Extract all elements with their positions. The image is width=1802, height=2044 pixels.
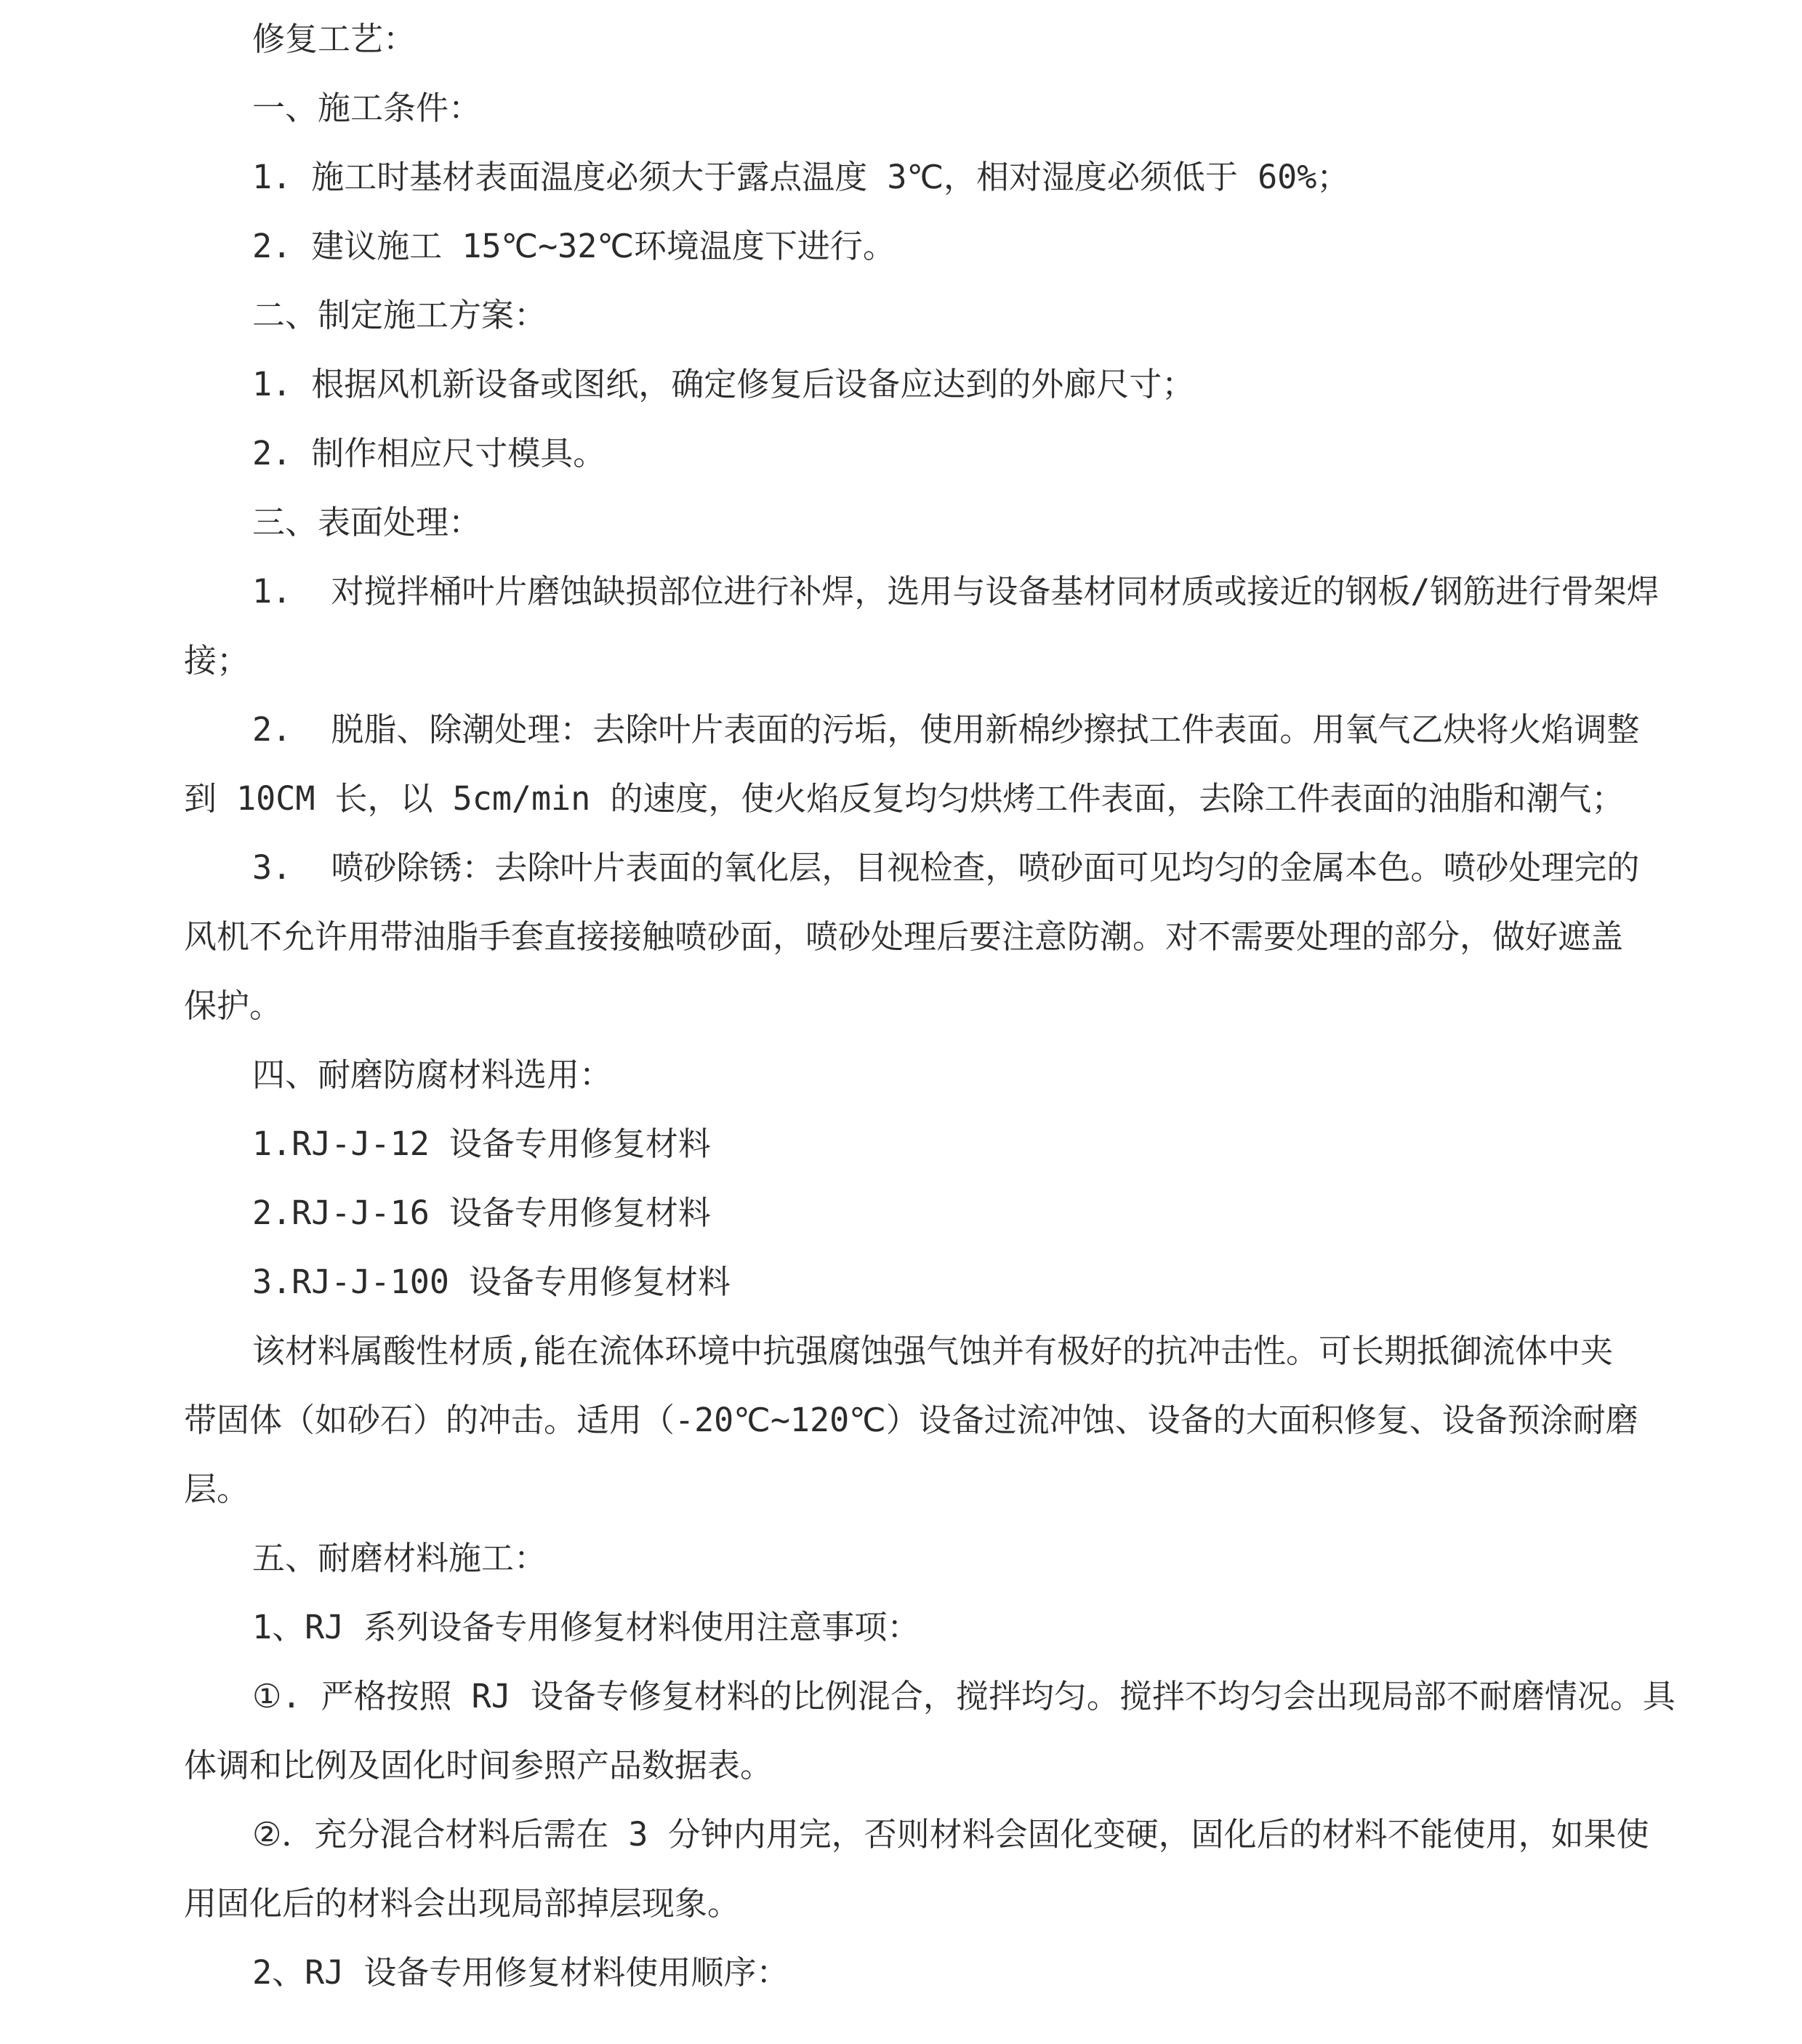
text-line: 2. 建议施工 15℃~32℃环境温度下进行。 [252, 227, 896, 265]
text-line: 1. 根据风机新设备或图纸，确定修复后设备应达到的外廊尺寸； [252, 365, 1195, 403]
text-line: 四、耐磨防腐材料选用： [252, 1055, 613, 1094]
text-line: 2. 脱脂、除潮处理：去除叶片表面的污垢，使用新棉纱擦拭工件表面。用氧气乙炔将火焰调整 [252, 710, 1640, 749]
text-line: 层。 [184, 1470, 250, 1508]
text-line: 一、施工条件： [252, 89, 482, 127]
text-line: ②．充分混合材料后需在 3 分钟内用完，否则材料会固化变硬，固化后的材料不能使用，如果使 [252, 1815, 1649, 1854]
text-line: 用固化后的材料会出现局部掉层现象。 [184, 1884, 741, 1923]
text-line: 2. 制作相应尺寸模具。 [252, 434, 606, 472]
text-line: 3.RJ-J-100 设备专用修复材料 [252, 1263, 731, 1301]
text-line: 2、RJ 设备专用修复材料使用顺序： [252, 1953, 789, 1992]
text-line: 风机不允许用带油脂手套直接接触喷砂面，喷砂处理后要注意防潮。对不需要处理的部分，做好遮盖 [184, 917, 1624, 956]
text-line: 五、耐磨材料施工： [252, 1539, 547, 1577]
text-line: 到 10CM 长，以 5cm/min 的速度，使火焰反复均匀烘烤工件表面，去除工件表面的油脂和潮气； [184, 779, 1625, 818]
text-line: 二、制定施工方案： [252, 296, 547, 334]
text-line: 三、表面处理： [252, 503, 482, 542]
text-line: 3. 喷砂除锈：去除叶片表面的氧化层，目视检查，喷砂面可见均匀的金属本色。喷砂处理完的 [252, 848, 1640, 887]
text-line: 接； [184, 641, 250, 680]
text-line: 1. 施工时基材表面温度必须大于露点温度 3℃，相对湿度必须低于 60%； [252, 158, 1350, 196]
text-line: 带固体（如砂石）的冲击。适用（-20℃~120℃）设备过流冲蚀、设备的大面积修复、设备预涂耐磨 [184, 1401, 1638, 1439]
text-line: 1.RJ-J-12 设备专用修复材料 [252, 1124, 711, 1163]
text-line: 体调和比例及固化时间参照产品数据表。 [184, 1746, 773, 1785]
document-body [184, 4, 1676, 2007]
text-line: 1. 对搅拌桶叶片磨蚀缺损部位进行补焊，选用与设备基材同材质或接近的钢板/钢筋进行骨架焊 [252, 572, 1660, 611]
text-line: 2.RJ-J-16 设备专用修复材料 [252, 1194, 711, 1232]
text-line: 修复工艺： [252, 20, 417, 58]
text-line: ①. 严格按照 RJ 设备专修复材料的比例混合，搅拌均匀。搅拌不均匀会出现局部不耐磨情况。具 [252, 1677, 1676, 1715]
text-line: 该材料属酸性材质,能在流体环境中抗强腐蚀强气蚀并有极好的抗冲击性。可长期抵御流体中夹 [252, 1332, 1614, 1370]
text-line: 保护。 [184, 986, 283, 1025]
text-line: 1、RJ 系列设备专用修复材料使用注意事项： [252, 1608, 920, 1646]
